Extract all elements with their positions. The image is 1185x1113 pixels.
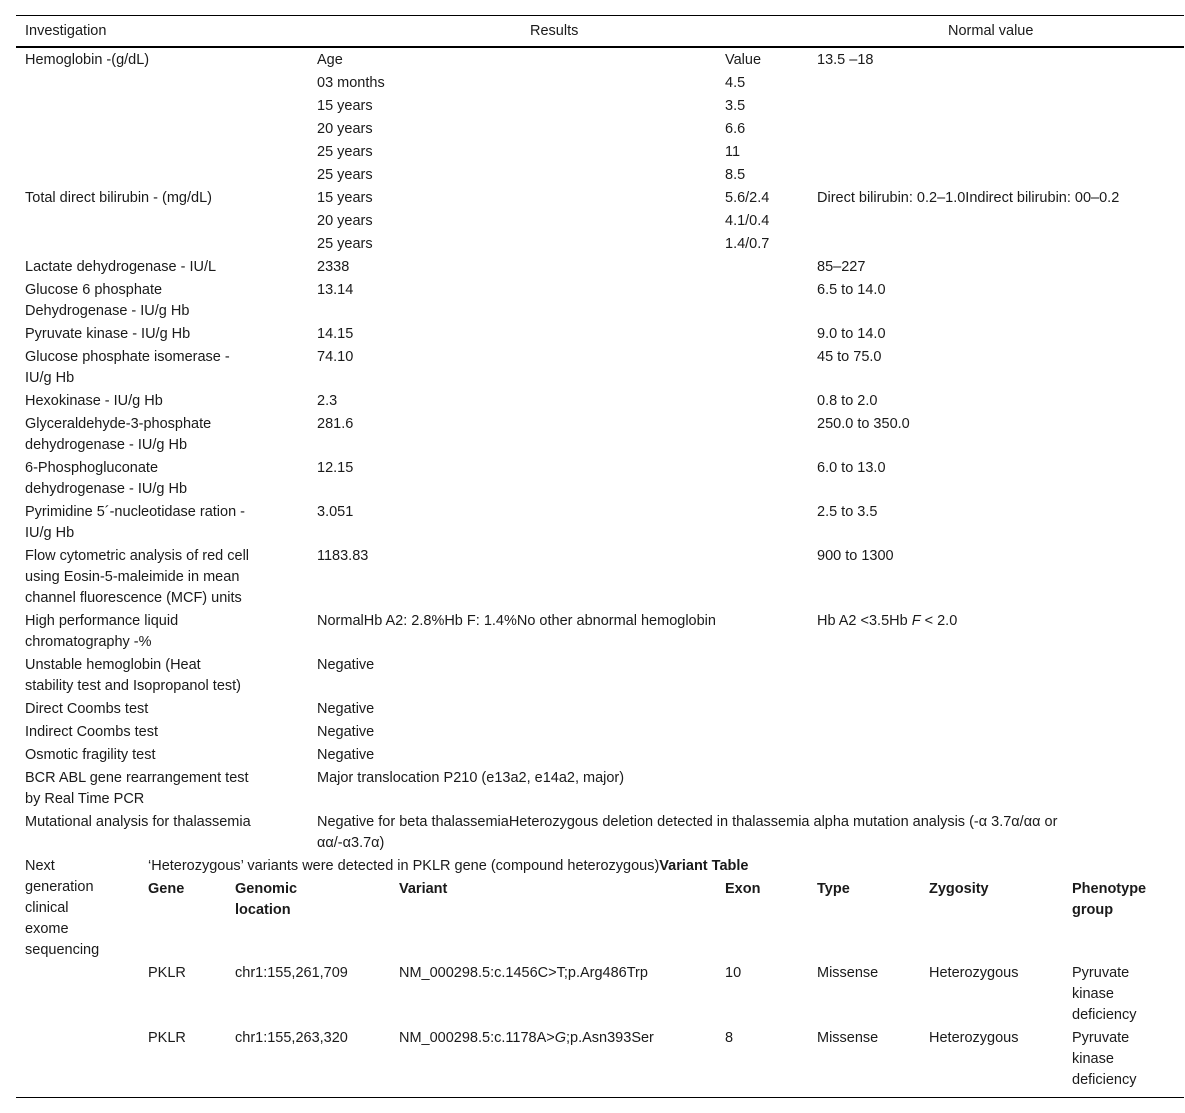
test-result: 1183.83 <box>317 548 369 564</box>
hb-value: 4.5 <box>725 75 746 91</box>
table-top-rule <box>16 15 1184 16</box>
ngs-label: clinical <box>25 900 69 916</box>
test-normal: 0.8 to 2.0 <box>817 393 878 409</box>
test-label: Hexokinase - IU/g Hb <box>25 393 163 409</box>
test-normal: 6.0 to 13.0 <box>817 460 886 476</box>
bili-value: 1.4/0.7 <box>725 236 770 252</box>
value-header: Value <box>725 52 762 68</box>
age-header: Age <box>317 52 343 68</box>
ngs-label: sequencing <box>25 942 100 958</box>
test-normal: 9.0 to 14.0 <box>817 326 886 342</box>
variant-zygosity: Heterozygous <box>929 965 1019 981</box>
hb-age: 15 years <box>317 98 373 114</box>
col-exon: Exon <box>725 881 761 897</box>
test-normal: 250.0 to 350.0 <box>817 416 910 432</box>
test-label: Osmotic fragility test <box>25 747 156 763</box>
col-phenotype: group <box>1072 902 1114 918</box>
col-genomic-location: Genomic <box>235 881 298 897</box>
table-bottom-rule <box>16 1097 1184 1098</box>
hb-age: 20 years <box>317 121 373 137</box>
thal-label: Mutational analysis for thalassemia <box>25 814 251 830</box>
variant-location: chr1:155,263,320 <box>235 1030 348 1046</box>
variant-type: Missense <box>817 1030 879 1046</box>
bili-age: 25 years <box>317 236 373 252</box>
hb-value: 11 <box>725 144 741 160</box>
test-label: Indirect Coombs test <box>25 724 158 740</box>
variant-type: Missense <box>817 965 879 981</box>
hb-value: 6.6 <box>725 121 746 137</box>
test-normal: 85–227 <box>817 259 866 275</box>
test-normal: 2.5 to 3.5 <box>817 504 878 520</box>
header-rule <box>16 46 1184 48</box>
test-label: Flow cytometric analysis of red cell <box>25 548 250 564</box>
test-normal: 45 to 75.0 <box>817 349 882 365</box>
test-label: IU/g Hb <box>25 525 75 541</box>
test-label: stability test and Isopropanol test) <box>25 678 242 694</box>
test-label: IU/g Hb <box>25 370 75 386</box>
col-gene: Gene <box>148 881 185 897</box>
test-label: by Real Time PCR <box>25 791 145 807</box>
variant-location: chr1:155,261,709 <box>235 965 348 981</box>
hb-age: 25 years <box>317 144 373 160</box>
variant-phenotype: deficiency <box>1072 1072 1137 1088</box>
test-result: Negative <box>317 747 375 763</box>
variant-phenotype: Pyruvate <box>1072 1030 1130 1046</box>
hplc-normal: Hb A2 <3.5Hb F < 2.0 <box>817 613 958 629</box>
col-variant: Variant <box>399 881 448 897</box>
test-label: Glyceraldehyde-3-phosphate <box>25 416 212 432</box>
header-investigation: Investigation <box>25 23 107 39</box>
test-label: BCR ABL gene rearrangement test <box>25 770 249 786</box>
test-label: Unstable hemoglobin (Heat <box>25 657 201 673</box>
header-results: Results <box>530 23 579 39</box>
bili-age: 20 years <box>317 213 373 229</box>
hplc-label: chromatography -% <box>25 634 152 650</box>
hb-value: 3.5 <box>725 98 746 114</box>
header-normal-value: Normal value <box>948 23 1034 39</box>
test-label: dehydrogenase - IU/g Hb <box>25 481 188 497</box>
hb-value: 8.5 <box>725 167 746 183</box>
hplc-result: NormalHb A2: 2.8%Hb F: 1.4%No other abnormal hemoglobin <box>317 613 716 629</box>
variant-phenotype: kinase <box>1072 986 1114 1002</box>
test-result: Negative <box>317 724 375 740</box>
test-result: Negative <box>317 701 375 717</box>
test-label: Glucose phosphate isomerase - <box>25 349 230 365</box>
bili-age: 15 years <box>317 190 373 206</box>
variant-phenotype: kinase <box>1072 1051 1114 1067</box>
ngs-intro: ‘Heterozygous’ variants were detected in PKLR gene (compound heterozygous)Variant Table <box>148 858 749 874</box>
ngs-label: Next <box>25 858 55 874</box>
test-result: Negative <box>317 657 375 673</box>
test-label: dehydrogenase - IU/g Hb <box>25 437 188 453</box>
test-result: 3.051 <box>317 504 354 520</box>
col-genomic-location: location <box>235 902 291 918</box>
bilirubin-normal: Direct bilirubin: 0.2–1.0Indirect bilirubin: 00–0.2 <box>817 190 1120 206</box>
variant-zygosity: Heterozygous <box>929 1030 1019 1046</box>
hb-age: 03 months <box>317 75 385 91</box>
test-label: Pyruvate kinase - IU/g Hb <box>25 326 191 342</box>
variant-phenotype: Pyruvate <box>1072 965 1130 981</box>
thal-result: αα/-α3.7α) <box>317 835 385 851</box>
thal-result: Negative for beta thalassemiaHeterozygous deletion detected in thalassemia alpha mutation analysis (-α 3.7α/αα or <box>317 814 1058 830</box>
test-label: Direct Coombs test <box>25 701 149 717</box>
test-result: 2.3 <box>317 393 338 409</box>
variant-exon: 10 <box>725 965 742 981</box>
hplc-label: High performance liquid <box>25 613 179 629</box>
variant-name: NM_000298.5:c.1178A>G;p.Asn393Ser <box>399 1030 654 1046</box>
test-result: 281.6 <box>317 416 354 432</box>
variant-gene: PKLR <box>148 965 186 981</box>
col-type: Type <box>817 881 850 897</box>
test-label: using Eosin-5-maleimide in mean <box>25 569 240 585</box>
variant-table-title: Variant Table <box>659 858 749 874</box>
test-label: Pyrimidine 5´-nucleotidase ration - <box>25 504 246 520</box>
col-phenotype: Phenotype <box>1072 881 1147 897</box>
test-normal: 900 to 1300 <box>817 548 894 564</box>
ngs-label: generation <box>25 879 94 895</box>
bilirubin-label: Total direct bilirubin - (mg/dL) <box>25 190 212 206</box>
test-label: Glucose 6 phosphate <box>25 282 163 298</box>
hemoglobin-label: Hemoglobin -(g/dL) <box>25 52 150 68</box>
variant-name: NM_000298.5:c.1456C>T;p.Arg486Trp <box>399 965 648 981</box>
test-label: channel fluorescence (MCF) units <box>25 590 242 606</box>
hb-age: 25 years <box>317 167 373 183</box>
test-result: 2338 <box>317 259 350 275</box>
variant-exon: 8 <box>725 1030 734 1046</box>
test-normal: 6.5 to 14.0 <box>817 282 886 298</box>
variant-gene: PKLR <box>148 1030 186 1046</box>
bili-value: 4.1/0.4 <box>725 213 770 229</box>
test-label: Dehydrogenase - IU/g Hb <box>25 303 190 319</box>
ngs-label: exome <box>25 921 69 937</box>
hemoglobin-normal: 13.5 –18 <box>817 52 874 68</box>
test-label: Lactate dehydrogenase - IU/L <box>25 259 217 275</box>
test-result: 13.14 <box>317 282 354 298</box>
test-result: Major translocation P210 (e13a2, e14a2, major) <box>317 770 625 786</box>
bili-value: 5.6/2.4 <box>725 190 770 206</box>
col-zygosity: Zygosity <box>929 881 989 897</box>
test-label: 6-Phosphogluconate <box>25 460 159 476</box>
test-result: 74.10 <box>317 349 354 365</box>
test-result: 12.15 <box>317 460 354 476</box>
variant-phenotype: deficiency <box>1072 1007 1137 1023</box>
test-result: 14.15 <box>317 326 354 342</box>
